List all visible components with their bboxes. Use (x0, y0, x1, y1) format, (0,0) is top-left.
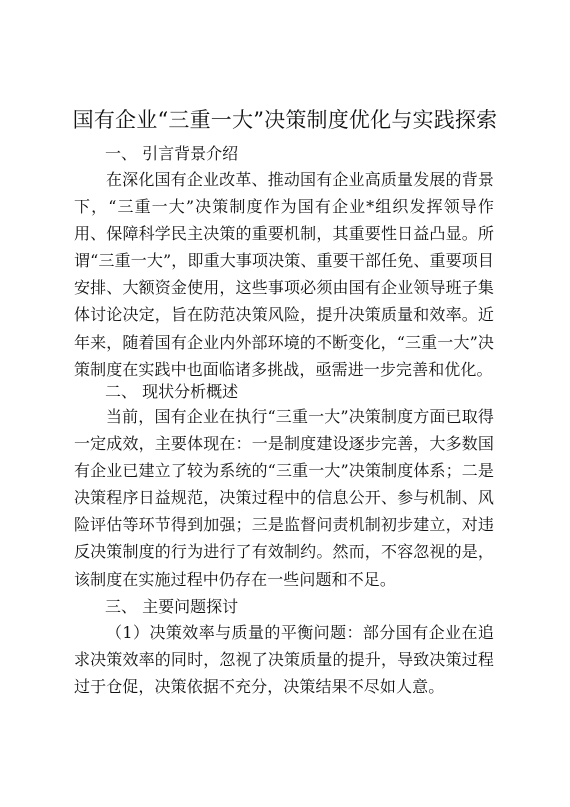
section-paragraph-problems: （1）决策效率与质量的平衡问题：部分国有企业在追求决策效率的同时，忽视了决策质量的提升，导致决策过程过于仓促，决策依据不充分，决策结果不尽如人意。 (74, 623, 494, 697)
section-paragraph-introduction: 在深化国有企业改革、推动国有企业高质量发展的背景下，“三重一大”决策制度作为国有企业*组织发挥领导作用、保障科学民主决策的重要机制，其重要性日益凸显。所谓“三重一大”，即重大事项决策、重要干部任免、重要项目安排、大额资金使用，这些事项必须由国有企业领导班子集体讨论决定，旨在防范决策风险，提升决策质量和效率。近年来，随着国有企业内外部环境的不断变化，“三重一大”决策制度在实践中也面临诸多挑战，亟需进一步完善和优化。 (74, 170, 494, 379)
document-title: 国有企业“三重一大”决策制度优化与实践探索 (72, 108, 498, 132)
section-heading-status: 二、 现状分析概述 (105, 382, 239, 401)
section-paragraph-status: 当前，国有企业在执行“三重一大”决策制度方面已取得一定成效，主要体现在：一是制度建设逐步完善，大多数国有企业已建立了较为系统的“三重一大”决策制度体系；二是决策程序日益规范，决策过程中的信息公开、参与机制、风险评估等环节得到加强；三是监督问责机制初步建立，对违反决策制度的行为进行了有效制约。然而，不容忽视的是，该制度在实施过程中仍存在一些问题和不足。 (74, 407, 494, 589)
section-heading-introduction: 一、 引言背景介绍 (105, 144, 239, 163)
section-heading-problems: 三、 主要问题探讨 (105, 597, 239, 616)
